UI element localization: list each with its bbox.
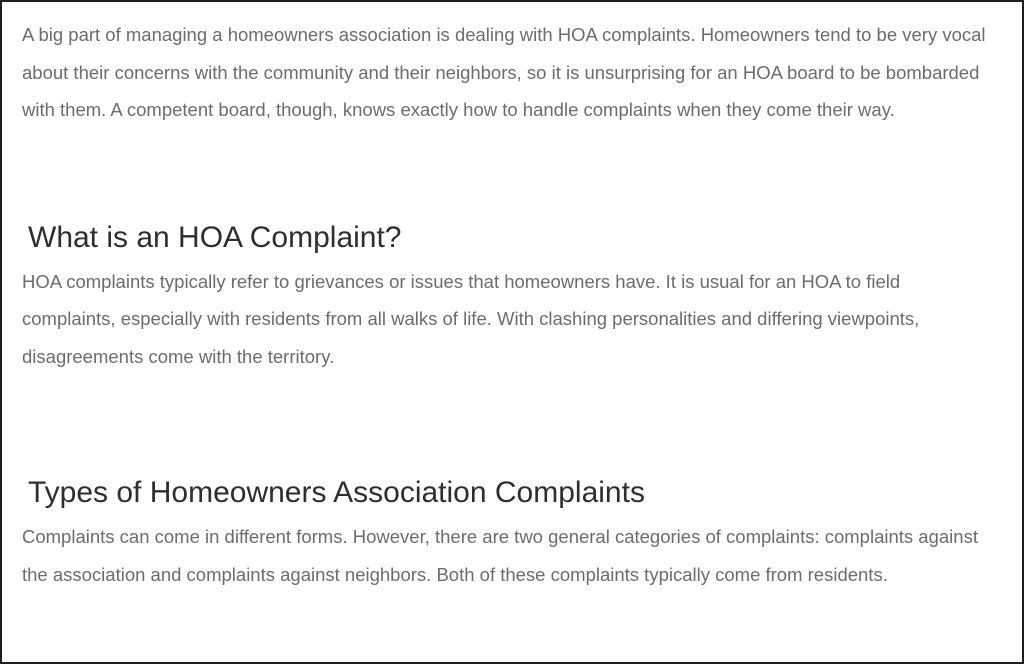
section-paragraph-types-of-complaints: Complaints can come in different forms. However, there are two general categories of complaints: complaints against the association and complaints against neighbors. Both of these complaints typically come from residents.: [22, 526, 978, 585]
section-heading-types-of-complaints: Types of Homeowners Association Complaints: [28, 476, 645, 509]
article-content: [22, 16, 997, 593]
section-heading-what-is-hoa-complaint: What is an HOA Complaint?: [28, 220, 402, 254]
intro-paragraph: A big part of managing a homeowners association is dealing with HOA complaints. Homeowners tend to be very vocal about their concerns with the community and their neighbors, so it is unsurprising for an HOA board to be bombarded with them. A competent board, though, knows exactly how to handle complaints when they come their way.: [22, 24, 986, 120]
section-paragraph-what-is-hoa-complaint: HOA complaints typically refer to grievances or issues that homeowners have. It is usual for an HOA to field complaints, especially with residents from all walks of life. With clashing personalities and differing viewpoints, disagreements come with the territory.: [22, 270, 920, 367]
